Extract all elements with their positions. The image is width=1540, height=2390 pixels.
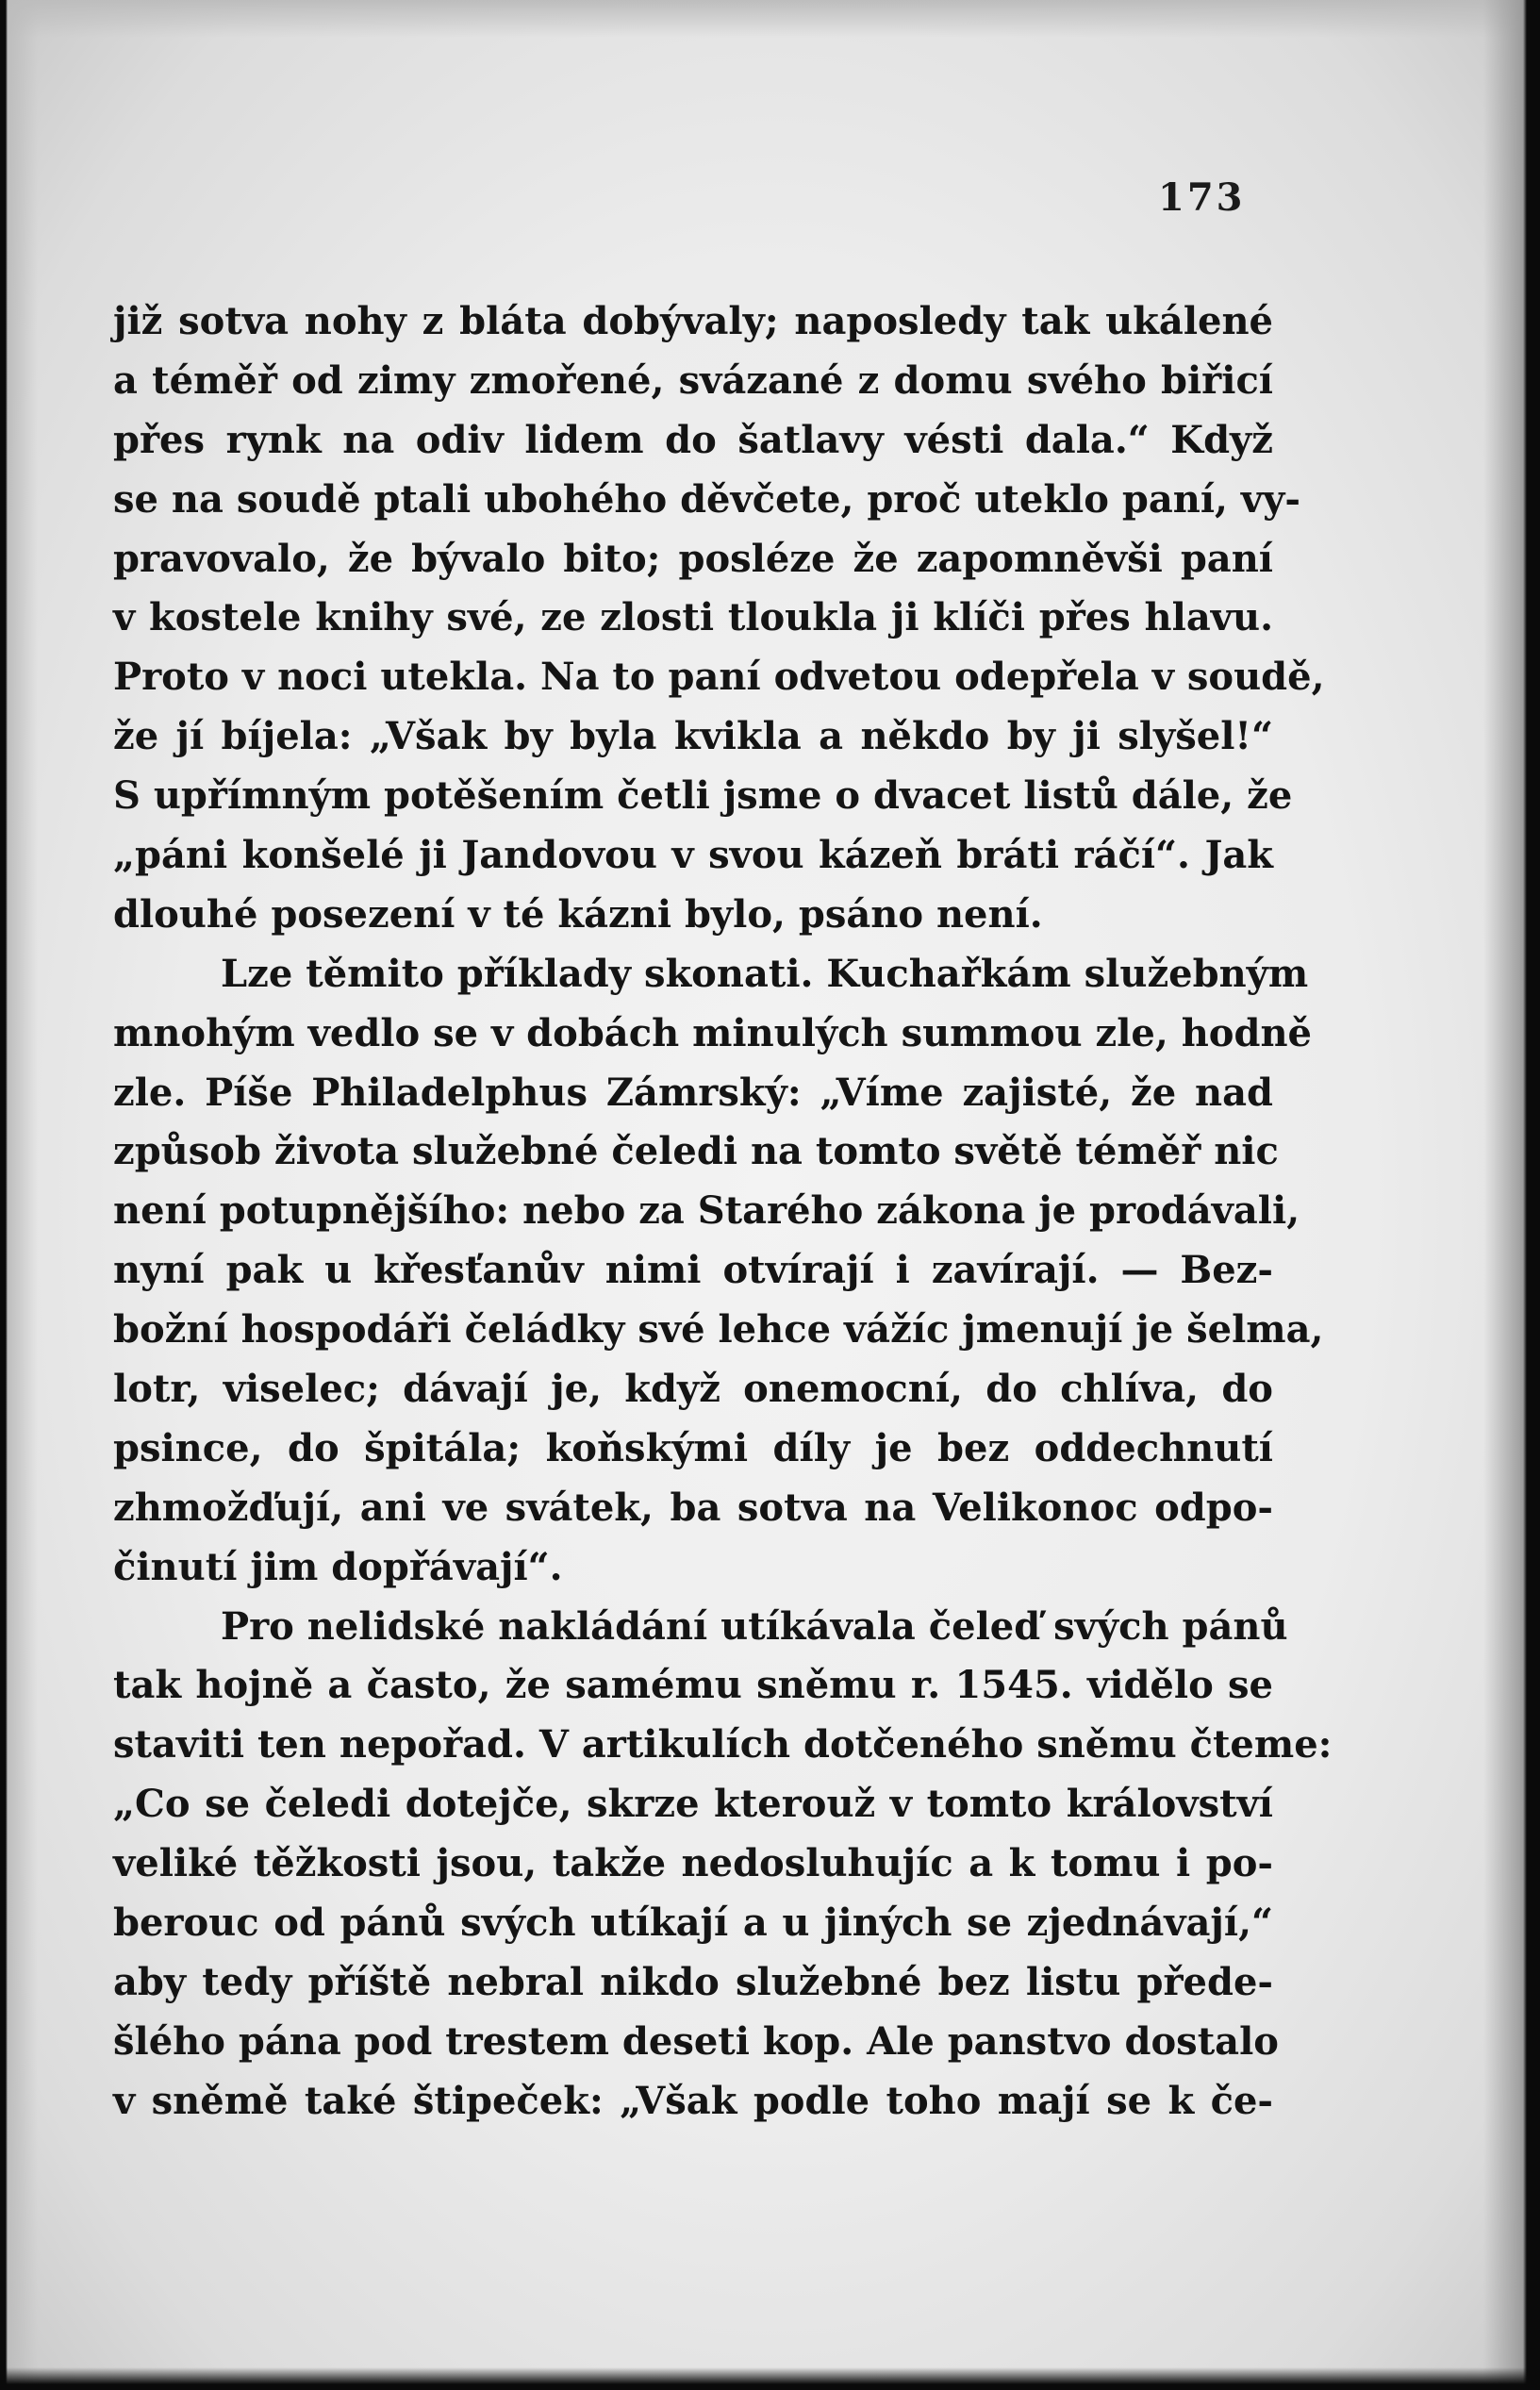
text-line-28: berouc od pánů svých utíkají a u jiných se zjednávají,“ (113, 1900, 1273, 1946)
text-line-3: přes rynk na odiv lidem do šatlavy vésti dala.“ Když (113, 417, 1273, 462)
text-line-5: pravovalo, že bývalo bito; posléze že zapomněvši paní (113, 536, 1273, 581)
text-line-15: způsob života služebné čeledi na tomto světě téměř nic (113, 1129, 1279, 1174)
text-line-8: že jí bíjela: „Však by byla kvikla a někdo by ji slyšel!“ (113, 714, 1273, 759)
text-line-31: v sněmě také štipeček: „Však podle toho mají se k če- (113, 2078, 1273, 2123)
text-line-26: „Co se čeledi dotejče, skrze kterouž v tomto království (113, 1782, 1273, 1827)
scan-shadow-left (0, 0, 38, 2390)
text-line-29: aby tedy příště nebral nikdo služebné bez listu přede- (113, 1959, 1273, 2004)
text-line-7: Proto v noci utekla. Na to paní odvetou odepřela v soudě, (113, 655, 1325, 700)
body-text (113, 292, 1333, 2132)
text-line-24: tak hojně a často, že samému sněmu r. 1545. vidělo se (113, 1663, 1273, 1708)
text-line-1: již sotva nohy z bláta dobývaly; naposledy tak ukálené (113, 299, 1273, 343)
text-line-25: staviti ten nepořad. V artikulích dotčeného sněmu čteme: (113, 1722, 1333, 1768)
text-line-18: božní hospodáři čeládky své lehce vážíc jmenují je šelma, (113, 1307, 1324, 1353)
text-line-20: psince, do špitála; koňskými díly je bez oddechnutí (113, 1425, 1273, 1470)
text-line-23: Pro nelidské nakládání utíkávala čeleď svých pánů (221, 1603, 1288, 1649)
text-line-22: činutí jim dopřávají“. (113, 1544, 563, 1589)
text-line-9: S upřímným potěšením četli jsme o dvacet listů dále, že (113, 773, 1293, 819)
text-line-17: nyní pak u křesťanův nimi otvírají i zavírají. — Bez- (113, 1248, 1273, 1293)
text-line-11: dlouhé posezení v té kázni bylo, psáno není. (113, 891, 1043, 937)
page-number: 173 (1158, 175, 1246, 220)
text-line-21: zhmožďují, ani ve svátek, ba sotva na Velikonoc odpo- (113, 1485, 1273, 1530)
text-line-13: mnohým vedlo se v dobách minulých summou zle, hodně (113, 1010, 1312, 1055)
text-line-16: není potupnějšího: nebo za Starého zákona je prodávali, (113, 1188, 1300, 1234)
text-line-19: lotr, viselec; dávají je, když onemocní, do chlíva, do (113, 1367, 1273, 1412)
text-line-14: zle. Píše Philadelphus Zámrský: „Víme zajisté, že nad (113, 1070, 1273, 1115)
text-line-30: šlého pána pod trestem deseti kop. Ale panstvo dostalo (113, 2018, 1279, 2064)
scan-shadow-top (0, 0, 1540, 38)
text-line-4: se na soudě ptali ubohého děvčete, proč uteklo paní, vy- (113, 476, 1300, 522)
text-line-10: „páni konšelé ji Jandovou v svou kázeň bráti ráčí“. Jak (113, 833, 1273, 878)
scan-shadow-bottom (0, 2367, 1540, 2390)
scan-shadow-right (1483, 0, 1540, 2390)
text-line-6: v kostele knihy své, ze zlosti tloukla ji klíči přes hlavu. (113, 595, 1273, 640)
text-line-27: veliké těžkosti jsou, takže nedosluhujíc a k tomu i po- (113, 1841, 1273, 1886)
text-line-12: Lze těmito příklady skonati. Kuchařkám služebným (221, 951, 1309, 996)
text-line-2: a téměř od zimy zmořené, svázané z domu svého biřicí (113, 357, 1273, 403)
